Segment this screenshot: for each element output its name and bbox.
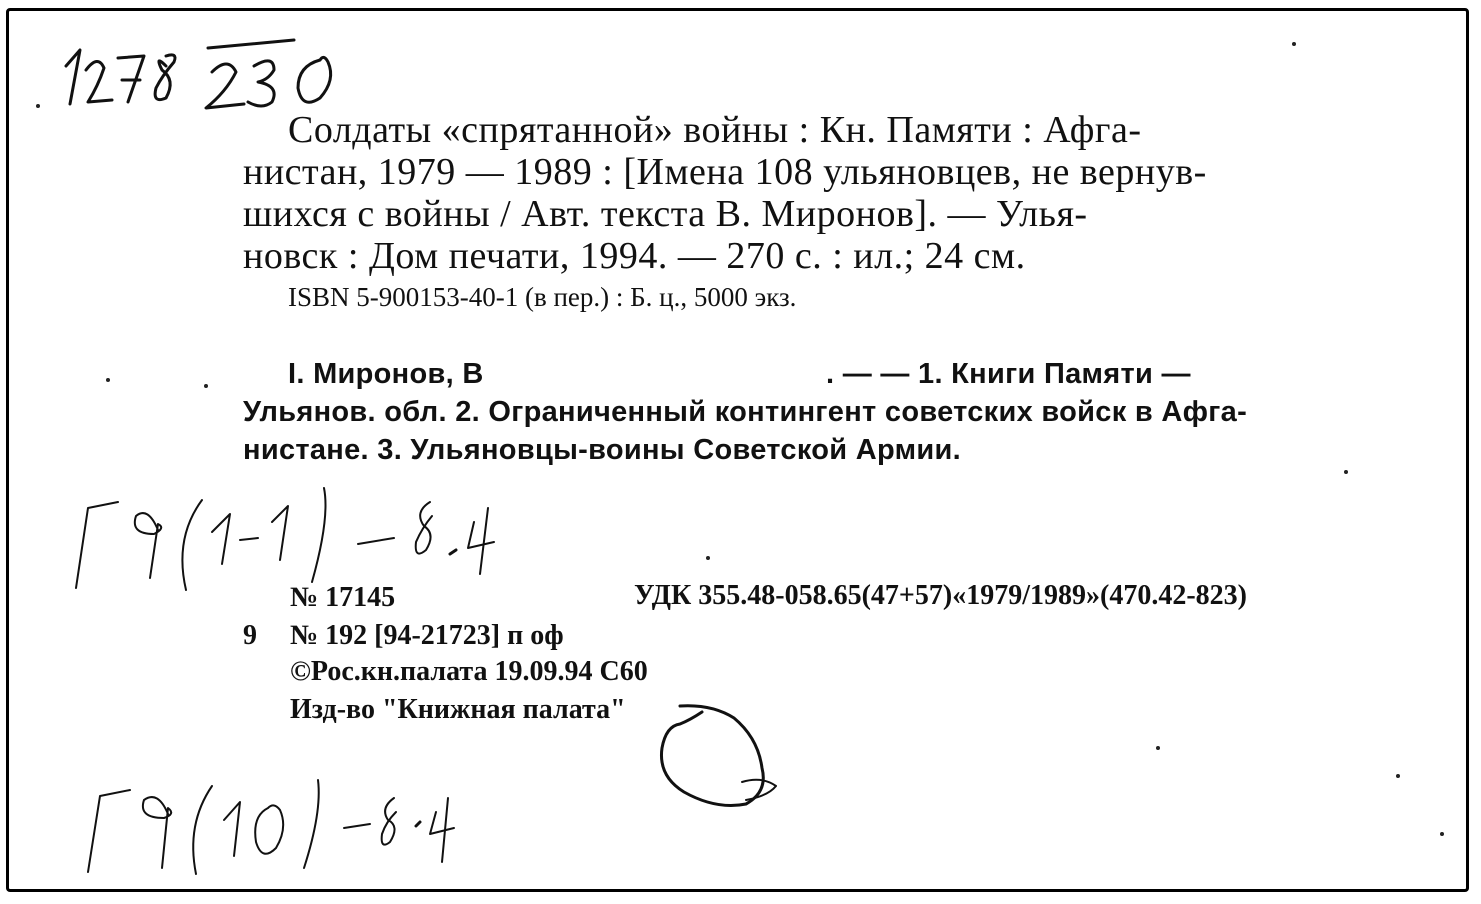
handwritten-classification-1-drawing xyxy=(62,478,502,598)
handwritten-classification-2 xyxy=(82,768,502,883)
copyright-line: ©Рос.кн.палата 19.09.94 С60 xyxy=(290,656,648,687)
isbn-line: ISBN 5-900153-40-1 (в пер.) : Б. ц., 5000 экз. xyxy=(288,282,797,312)
scan-speck xyxy=(204,384,208,388)
title-line-4: новск : Дом печати, 1994. — 270 с. : ил.; 24 см. xyxy=(243,235,1026,277)
scan-speck xyxy=(1440,832,1444,836)
title-line-2: нистан, 1979 — 1989 : [Имена 108 ульяновцев, не вернув- xyxy=(243,151,1207,193)
handwritten-loop-mark-drawing xyxy=(650,696,790,816)
record-number: № 17145 xyxy=(290,582,396,613)
scan-speck xyxy=(706,556,710,560)
handwritten-loop-mark xyxy=(650,696,790,821)
scan-speck xyxy=(36,104,40,108)
subject-line-2: Ульянов. обл. 2. Ограниченный контингент советских войск в Афга- xyxy=(243,396,1248,428)
handwritten-classification-1 xyxy=(62,478,502,603)
title-line-1: Солдаты «спрятанной» войны : Кн. Памяти : Афга- xyxy=(288,109,1142,151)
handwritten-classification-2-drawing xyxy=(82,768,502,878)
subject-line-3: нистане. 3. Ульяновцы-воины Советской Армии. xyxy=(243,434,961,466)
subject-line-1-right: . — — 1. Книги Памяти — xyxy=(826,358,1191,390)
scan-speck xyxy=(1156,746,1160,750)
scan-speck xyxy=(1396,774,1400,778)
code-line: № 192 [94-21723] п оф xyxy=(290,620,564,651)
udk-line: УДК 355.48-058.65(47+57)«1979/1989»(470.42-823) xyxy=(634,580,1247,611)
title-line-3: шихся с войны / Авт. текста В. Миронов]. — Улья- xyxy=(243,193,1088,235)
subject-line-1-left: I. Миронов, В xyxy=(288,358,484,390)
footer-prefix: 9 xyxy=(243,620,257,651)
handwritten-top-number-drawing xyxy=(58,36,358,116)
scan-speck xyxy=(1292,42,1296,46)
scan-speck xyxy=(1344,470,1348,474)
publisher-line: Изд-во "Книжная палата" xyxy=(290,694,626,725)
scan-speck xyxy=(106,378,110,382)
